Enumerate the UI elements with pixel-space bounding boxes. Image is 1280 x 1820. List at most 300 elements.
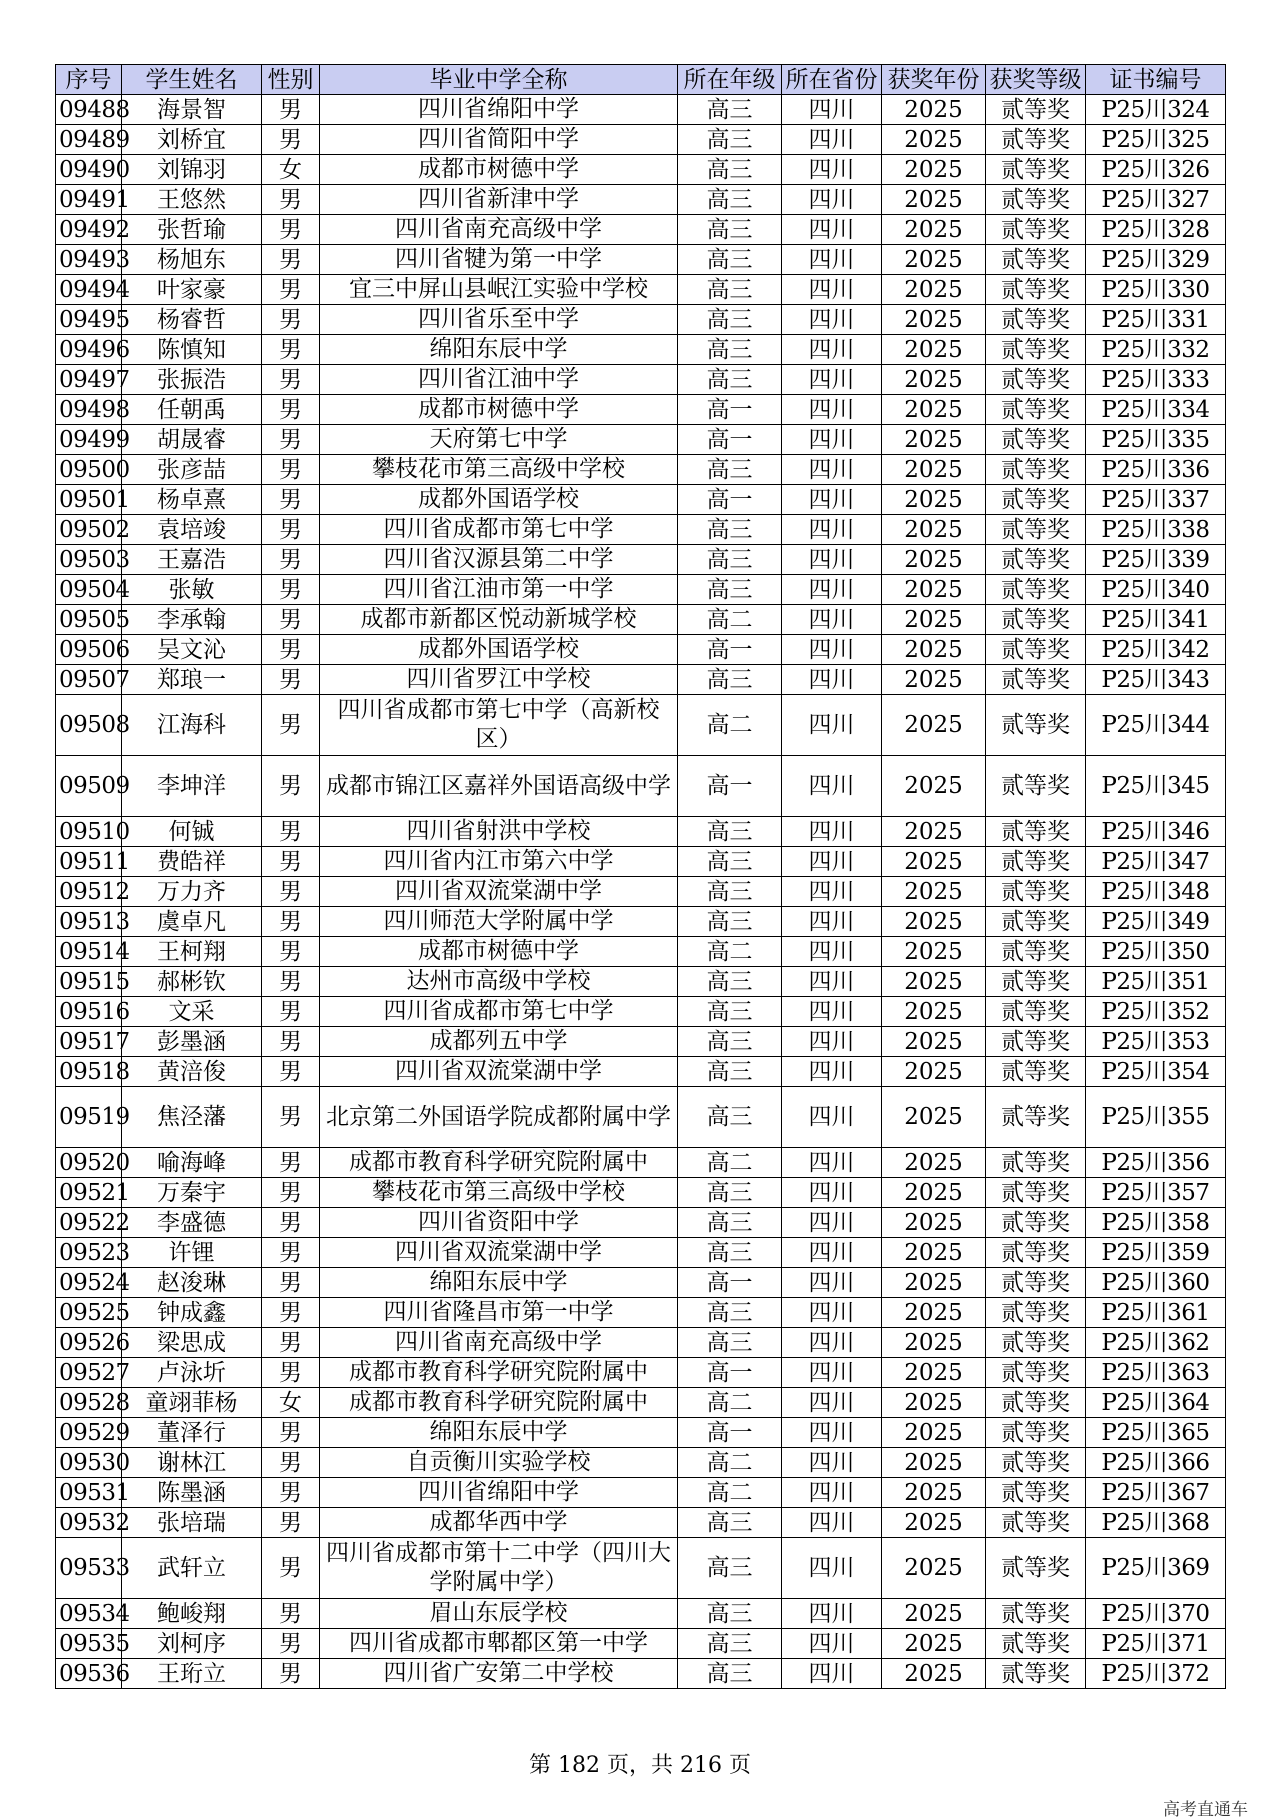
school-cell: 达州市高级中学校 <box>320 967 678 997</box>
school-cell: 绵阳东辰中学 <box>320 1418 678 1448</box>
gender-cell: 男 <box>262 185 320 215</box>
grade-cell: 高二 <box>678 1388 782 1418</box>
school-cell: 四川省成都市郫都区第一中学 <box>320 1629 678 1659</box>
gender-cell: 男 <box>262 665 320 695</box>
grade-cell: 高三 <box>678 1238 782 1268</box>
year-cell: 2025 <box>882 215 986 245</box>
header-cell: 所在省份 <box>782 65 882 95</box>
year-cell: 2025 <box>882 1057 986 1087</box>
serial-cell: 09506 <box>56 635 122 665</box>
name-cell: 何铖 <box>122 817 262 847</box>
province-cell: 四川 <box>782 907 882 937</box>
grade-cell: 高二 <box>678 937 782 967</box>
level-cell: 贰等奖 <box>986 665 1086 695</box>
serial-cell: 09497 <box>56 365 122 395</box>
name-cell: 王嘉浩 <box>122 545 262 575</box>
gender-cell: 男 <box>262 1057 320 1087</box>
province-cell: 四川 <box>782 425 882 455</box>
level-cell: 贰等奖 <box>986 335 1086 365</box>
serial-cell: 09510 <box>56 817 122 847</box>
year-cell: 2025 <box>882 425 986 455</box>
serial-cell: 09525 <box>56 1298 122 1328</box>
serial-cell: 09495 <box>56 305 122 335</box>
table-row <box>56 425 1226 455</box>
province-cell: 四川 <box>782 365 882 395</box>
certificate-cell: P25川343 <box>1086 665 1226 695</box>
name-cell: 李承翰 <box>122 605 262 635</box>
certificate-cell: P25川340 <box>1086 575 1226 605</box>
province-cell: 四川 <box>782 1418 882 1448</box>
gender-cell: 男 <box>262 1027 320 1057</box>
level-cell: 贰等奖 <box>986 1178 1086 1208</box>
table-row <box>56 485 1226 515</box>
serial-cell: 09499 <box>56 425 122 455</box>
province-cell: 四川 <box>782 605 882 635</box>
school-cell: 成都市锦江区嘉祥外国语高级中学 <box>320 756 678 817</box>
certificate-cell: P25川352 <box>1086 997 1226 1027</box>
serial-cell: 09496 <box>56 335 122 365</box>
gender-cell: 男 <box>262 695 320 756</box>
certificate-cell: P25川327 <box>1086 185 1226 215</box>
school-cell: 四川省绵阳中学 <box>320 1478 678 1508</box>
table-row <box>56 967 1226 997</box>
grade-cell: 高三 <box>678 1027 782 1057</box>
table-row <box>56 937 1226 967</box>
level-cell: 贰等奖 <box>986 305 1086 335</box>
year-cell: 2025 <box>882 1418 986 1448</box>
certificate-cell: P25川365 <box>1086 1418 1226 1448</box>
name-cell: 董泽行 <box>122 1418 262 1448</box>
serial-cell: 09491 <box>56 185 122 215</box>
gender-cell: 男 <box>262 1208 320 1238</box>
grade-cell: 高一 <box>678 395 782 425</box>
year-cell: 2025 <box>882 545 986 575</box>
province-cell: 四川 <box>782 1238 882 1268</box>
gender-cell: 男 <box>262 1148 320 1178</box>
gender-cell: 男 <box>262 365 320 395</box>
certificate-cell: P25川342 <box>1086 635 1226 665</box>
table-row <box>56 155 1226 185</box>
certificate-cell: P25川335 <box>1086 425 1226 455</box>
level-cell: 贰等奖 <box>986 1418 1086 1448</box>
level-cell: 贰等奖 <box>986 605 1086 635</box>
province-cell: 四川 <box>782 155 882 185</box>
level-cell: 贰等奖 <box>986 1358 1086 1388</box>
province-cell: 四川 <box>782 1057 882 1087</box>
table-row <box>56 1508 1226 1538</box>
name-cell: 张彦喆 <box>122 455 262 485</box>
grade-cell: 高三 <box>678 215 782 245</box>
table-row <box>56 395 1226 425</box>
level-cell: 贰等奖 <box>986 907 1086 937</box>
province-cell: 四川 <box>782 997 882 1027</box>
year-cell: 2025 <box>882 1298 986 1328</box>
certificate-cell: P25川366 <box>1086 1448 1226 1478</box>
serial-cell: 09520 <box>56 1148 122 1178</box>
name-cell: 王柯翔 <box>122 937 262 967</box>
table-row <box>56 665 1226 695</box>
year-cell: 2025 <box>882 185 986 215</box>
year-cell: 2025 <box>882 877 986 907</box>
province-cell: 四川 <box>782 1328 882 1358</box>
table-row <box>56 515 1226 545</box>
serial-cell: 09514 <box>56 937 122 967</box>
serial-cell: 09534 <box>56 1599 122 1629</box>
year-cell: 2025 <box>882 1659 986 1689</box>
serial-cell: 09508 <box>56 695 122 756</box>
province-cell: 四川 <box>782 1208 882 1238</box>
grade-cell: 高一 <box>678 635 782 665</box>
certificate-cell: P25川368 <box>1086 1508 1226 1538</box>
gender-cell: 男 <box>262 1358 320 1388</box>
certificate-cell: P25川370 <box>1086 1599 1226 1629</box>
serial-cell: 09490 <box>56 155 122 185</box>
name-cell: 海景智 <box>122 95 262 125</box>
gender-cell: 男 <box>262 1629 320 1659</box>
grade-cell: 高三 <box>678 1087 782 1148</box>
gender-cell: 男 <box>262 1478 320 1508</box>
year-cell: 2025 <box>882 455 986 485</box>
school-cell: 绵阳东辰中学 <box>320 1268 678 1298</box>
school-cell: 四川省江油中学 <box>320 365 678 395</box>
table-row <box>56 1478 1226 1508</box>
province-cell: 四川 <box>782 1148 882 1178</box>
name-cell: 黄涪俊 <box>122 1057 262 1087</box>
year-cell: 2025 <box>882 1087 986 1148</box>
province-cell: 四川 <box>782 695 882 756</box>
table-row <box>56 1328 1226 1358</box>
level-cell: 贰等奖 <box>986 425 1086 455</box>
province-cell: 四川 <box>782 545 882 575</box>
table-row <box>56 335 1226 365</box>
school-cell: 成都市树德中学 <box>320 937 678 967</box>
page-footer: 第 182 页，共 216 页 <box>529 1753 751 1778</box>
serial-cell: 09512 <box>56 877 122 907</box>
school-cell: 四川省成都市第十二中学（四川大学附属中学） <box>320 1538 678 1599</box>
certificate-cell: P25川331 <box>1086 305 1226 335</box>
grade-cell: 高二 <box>678 1448 782 1478</box>
gender-cell: 男 <box>262 215 320 245</box>
grade-cell: 高三 <box>678 1659 782 1689</box>
certificate-cell: P25川353 <box>1086 1027 1226 1057</box>
level-cell: 贰等奖 <box>986 1659 1086 1689</box>
table-row <box>56 1538 1226 1599</box>
name-cell: 鲍峻翔 <box>122 1599 262 1629</box>
name-cell: 刘柯序 <box>122 1629 262 1659</box>
grade-cell: 高三 <box>678 817 782 847</box>
serial-cell: 09535 <box>56 1629 122 1659</box>
level-cell: 贰等奖 <box>986 95 1086 125</box>
school-cell: 成都市新都区悦动新城学校 <box>320 605 678 635</box>
table-row <box>56 1298 1226 1328</box>
name-cell: 吴文沁 <box>122 635 262 665</box>
grade-cell: 高三 <box>678 907 782 937</box>
province-cell: 四川 <box>782 305 882 335</box>
name-cell: 喻海峰 <box>122 1148 262 1178</box>
table-row <box>56 95 1226 125</box>
province-cell: 四川 <box>782 515 882 545</box>
gender-cell: 男 <box>262 635 320 665</box>
province-cell: 四川 <box>782 937 882 967</box>
certificate-cell: P25川358 <box>1086 1208 1226 1238</box>
name-cell: 许锂 <box>122 1238 262 1268</box>
table-row <box>56 1448 1226 1478</box>
level-cell: 贰等奖 <box>986 1238 1086 1268</box>
serial-cell: 09532 <box>56 1508 122 1538</box>
certificate-cell: P25川349 <box>1086 907 1226 937</box>
gender-cell: 男 <box>262 817 320 847</box>
year-cell: 2025 <box>882 125 986 155</box>
province-cell: 四川 <box>782 215 882 245</box>
grade-cell: 高三 <box>678 847 782 877</box>
school-cell: 成都华西中学 <box>320 1508 678 1538</box>
school-cell: 绵阳东辰中学 <box>320 335 678 365</box>
grade-cell: 高三 <box>678 1208 782 1238</box>
serial-cell: 09528 <box>56 1388 122 1418</box>
name-cell: 杨旭东 <box>122 245 262 275</box>
province-cell: 四川 <box>782 455 882 485</box>
level-cell: 贰等奖 <box>986 515 1086 545</box>
name-cell: 郝彬钦 <box>122 967 262 997</box>
table-row <box>56 1388 1226 1418</box>
gender-cell: 男 <box>262 1418 320 1448</box>
serial-cell: 09501 <box>56 485 122 515</box>
name-cell: 杨睿哲 <box>122 305 262 335</box>
certificate-cell: P25川345 <box>1086 756 1226 817</box>
year-cell: 2025 <box>882 305 986 335</box>
year-cell: 2025 <box>882 1208 986 1238</box>
name-cell: 王悠然 <box>122 185 262 215</box>
serial-cell: 09515 <box>56 967 122 997</box>
gender-cell: 男 <box>262 305 320 335</box>
table-row <box>56 847 1226 877</box>
province-cell: 四川 <box>782 1178 882 1208</box>
school-cell: 四川省射洪中学校 <box>320 817 678 847</box>
level-cell: 贰等奖 <box>986 155 1086 185</box>
certificate-cell: P25川357 <box>1086 1178 1226 1208</box>
table-row <box>56 817 1226 847</box>
grade-cell: 高三 <box>678 665 782 695</box>
grade-cell: 高三 <box>678 575 782 605</box>
level-cell: 贰等奖 <box>986 545 1086 575</box>
province-cell: 四川 <box>782 95 882 125</box>
grade-cell: 高三 <box>678 455 782 485</box>
name-cell: 文采 <box>122 997 262 1027</box>
table-row <box>56 1238 1226 1268</box>
level-cell: 贰等奖 <box>986 125 1086 155</box>
header-cell: 所在年级 <box>678 65 782 95</box>
level-cell: 贰等奖 <box>986 215 1086 245</box>
school-cell: 攀枝花市第三高级中学校 <box>320 1178 678 1208</box>
province-cell: 四川 <box>782 1087 882 1148</box>
name-cell: 王珩立 <box>122 1659 262 1689</box>
certificate-cell: P25川369 <box>1086 1538 1226 1599</box>
year-cell: 2025 <box>882 1358 986 1388</box>
school-cell: 四川省双流棠湖中学 <box>320 877 678 907</box>
name-cell: 童翊菲杨 <box>122 1388 262 1418</box>
level-cell: 贰等奖 <box>986 395 1086 425</box>
gender-cell: 男 <box>262 1328 320 1358</box>
level-cell: 贰等奖 <box>986 365 1086 395</box>
school-cell: 四川省成都市第七中学（高新校区） <box>320 695 678 756</box>
grade-cell: 高三 <box>678 245 782 275</box>
year-cell: 2025 <box>882 1268 986 1298</box>
grade-cell: 高三 <box>678 1328 782 1358</box>
serial-cell: 09503 <box>56 545 122 575</box>
name-cell: 卢泳圻 <box>122 1358 262 1388</box>
certificate-cell: P25川341 <box>1086 605 1226 635</box>
serial-cell: 09519 <box>56 1087 122 1148</box>
school-cell: 四川省成都市第七中学 <box>320 997 678 1027</box>
gender-cell: 男 <box>262 335 320 365</box>
grade-cell: 高三 <box>678 1178 782 1208</box>
year-cell: 2025 <box>882 275 986 305</box>
name-cell: 张敏 <box>122 575 262 605</box>
name-cell: 万力齐 <box>122 877 262 907</box>
level-cell: 贰等奖 <box>986 1448 1086 1478</box>
certificate-cell: P25川351 <box>1086 967 1226 997</box>
province-cell: 四川 <box>782 756 882 817</box>
gender-cell: 男 <box>262 485 320 515</box>
school-cell: 成都市教育科学研究院附属中 <box>320 1148 678 1178</box>
certificate-cell: P25川337 <box>1086 485 1226 515</box>
name-cell: 郑琅一 <box>122 665 262 695</box>
school-cell: 四川省南充高级中学 <box>320 215 678 245</box>
gender-cell: 男 <box>262 1087 320 1148</box>
table-row <box>56 365 1226 395</box>
gender-cell: 男 <box>262 997 320 1027</box>
level-cell: 贰等奖 <box>986 275 1086 305</box>
school-cell: 四川省罗江中学校 <box>320 665 678 695</box>
certificate-cell: P25川346 <box>1086 817 1226 847</box>
table-row <box>56 695 1226 756</box>
table-row <box>56 877 1226 907</box>
header-cell: 序号 <box>56 65 122 95</box>
level-cell: 贰等奖 <box>986 1538 1086 1599</box>
gender-cell: 女 <box>262 1388 320 1418</box>
gender-cell: 男 <box>262 455 320 485</box>
gender-cell: 男 <box>262 1448 320 1478</box>
name-cell: 万秦宇 <box>122 1178 262 1208</box>
school-cell: 四川省双流棠湖中学 <box>320 1238 678 1268</box>
grade-cell: 高三 <box>678 125 782 155</box>
name-cell: 武轩立 <box>122 1538 262 1599</box>
school-cell: 四川省内江市第六中学 <box>320 847 678 877</box>
school-cell: 四川省新津中学 <box>320 185 678 215</box>
year-cell: 2025 <box>882 695 986 756</box>
table-row <box>56 1178 1226 1208</box>
table-row <box>56 215 1226 245</box>
header-cell: 获奖年份 <box>882 65 986 95</box>
serial-cell: 09530 <box>56 1448 122 1478</box>
school-cell: 四川师范大学附属中学 <box>320 907 678 937</box>
serial-cell: 09505 <box>56 605 122 635</box>
grade-cell: 高三 <box>678 1629 782 1659</box>
certificate-cell: P25川359 <box>1086 1238 1226 1268</box>
level-cell: 贰等奖 <box>986 967 1086 997</box>
province-cell: 四川 <box>782 1659 882 1689</box>
school-cell: 北京第二外国语学院成都附属中学 <box>320 1087 678 1148</box>
level-cell: 贰等奖 <box>986 485 1086 515</box>
province-cell: 四川 <box>782 1268 882 1298</box>
level-cell: 贰等奖 <box>986 1599 1086 1629</box>
school-cell: 成都市树德中学 <box>320 395 678 425</box>
year-cell: 2025 <box>882 997 986 1027</box>
gender-cell: 男 <box>262 575 320 605</box>
table-row <box>56 1027 1226 1057</box>
year-cell: 2025 <box>882 1599 986 1629</box>
grade-cell: 高三 <box>678 1538 782 1599</box>
province-cell: 四川 <box>782 1538 882 1599</box>
name-cell: 陈墨涵 <box>122 1478 262 1508</box>
level-cell: 贰等奖 <box>986 997 1086 1027</box>
table-row <box>56 545 1226 575</box>
certificate-cell: P25川338 <box>1086 515 1226 545</box>
school-cell: 成都市树德中学 <box>320 155 678 185</box>
level-cell: 贰等奖 <box>986 245 1086 275</box>
year-cell: 2025 <box>882 485 986 515</box>
province-cell: 四川 <box>782 1448 882 1478</box>
school-cell: 成都列五中学 <box>320 1027 678 1057</box>
level-cell: 贰等奖 <box>986 1148 1086 1178</box>
level-cell: 贰等奖 <box>986 1508 1086 1538</box>
gender-cell: 男 <box>262 1659 320 1689</box>
gender-cell: 男 <box>262 515 320 545</box>
name-cell: 虞卓凡 <box>122 907 262 937</box>
name-cell: 江海科 <box>122 695 262 756</box>
school-cell: 四川省广安第二中学校 <box>320 1659 678 1689</box>
certificate-cell: P25川333 <box>1086 365 1226 395</box>
province-cell: 四川 <box>782 1599 882 1629</box>
level-cell: 贰等奖 <box>986 635 1086 665</box>
gender-cell: 男 <box>262 275 320 305</box>
province-cell: 四川 <box>782 185 882 215</box>
name-cell: 刘桥宜 <box>122 125 262 155</box>
gender-cell: 男 <box>262 605 320 635</box>
award-table <box>55 64 1226 1689</box>
certificate-cell: P25川334 <box>1086 395 1226 425</box>
gender-cell: 男 <box>262 756 320 817</box>
grade-cell: 高三 <box>678 515 782 545</box>
school-cell: 四川省成都市第七中学 <box>320 515 678 545</box>
school-cell: 四川省犍为第一中学 <box>320 245 678 275</box>
province-cell: 四川 <box>782 877 882 907</box>
year-cell: 2025 <box>882 817 986 847</box>
serial-cell: 09517 <box>56 1027 122 1057</box>
gender-cell: 男 <box>262 245 320 275</box>
table-body <box>56 95 1226 1689</box>
gender-cell: 男 <box>262 425 320 455</box>
name-cell: 张培瑞 <box>122 1508 262 1538</box>
name-cell: 胡晟睿 <box>122 425 262 455</box>
serial-cell: 09488 <box>56 95 122 125</box>
table-row <box>56 756 1226 817</box>
table-row <box>56 1629 1226 1659</box>
gender-cell: 男 <box>262 1508 320 1538</box>
grade-cell: 高一 <box>678 425 782 455</box>
name-cell: 彭墨涵 <box>122 1027 262 1057</box>
gender-cell: 男 <box>262 1298 320 1328</box>
grade-cell: 高三 <box>678 877 782 907</box>
certificate-cell: P25川372 <box>1086 1659 1226 1689</box>
header-cell: 性别 <box>262 65 320 95</box>
certificate-cell: P25川328 <box>1086 215 1226 245</box>
province-cell: 四川 <box>782 817 882 847</box>
year-cell: 2025 <box>882 635 986 665</box>
gender-cell: 男 <box>262 1178 320 1208</box>
certificate-cell: P25川356 <box>1086 1148 1226 1178</box>
serial-cell: 09536 <box>56 1659 122 1689</box>
